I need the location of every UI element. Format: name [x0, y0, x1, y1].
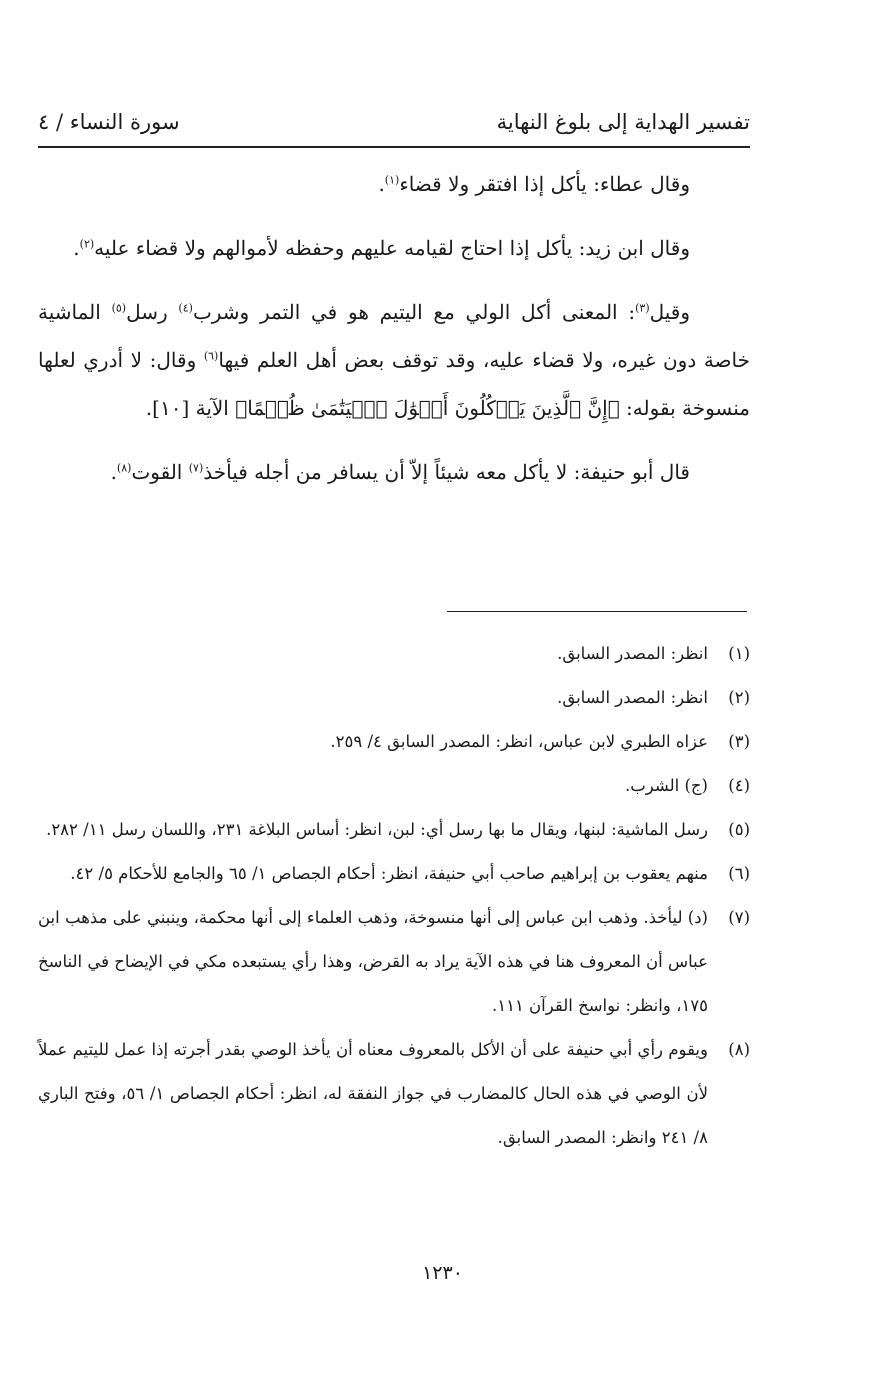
footnote-number: (٥): [728, 820, 750, 839]
footnote-2: [38, 676, 750, 720]
footnote-number: (٢): [728, 688, 750, 707]
footnote-number: (٨): [728, 1040, 750, 1059]
footnote-text: انظر: المصدر السابق.: [557, 688, 708, 707]
paragraph-1: [38, 160, 750, 208]
footnote-4: [38, 764, 750, 808]
footnote-1: [38, 632, 750, 676]
quran-verse: ﴿إِنَّ ٱلَّذِينَ يَأۡكُلُونَ أَمۡوَٰلَ ٱلۡيَتَٰمَىٰ ظُلۡمًا﴾: [235, 396, 620, 420]
paragraph-4: [38, 448, 750, 496]
footnote-number: (٤): [728, 776, 750, 795]
paragraph-end: .: [110, 460, 117, 484]
running-header: [38, 102, 750, 146]
footnote-text: عزاه الطبري لابن عباس، انظر: المصدر السابق ٤/ ٢٥٩.: [330, 732, 708, 751]
paragraph-3: [38, 288, 750, 432]
footnote-number: (٧): [728, 908, 750, 927]
header-rule: [38, 146, 750, 148]
footnote-ref[interactable]: (٧): [188, 461, 204, 475]
book-title: تفسير الهداية إلى بلوغ النهاية: [496, 110, 750, 134]
paragraph-text: وقال ابن زيد: يأكل إذا احتاج لقيامه عليهم وحفظه لأموالهم ولا قضاء عليه: [94, 236, 690, 260]
footnote-6: [38, 852, 750, 896]
footnote-number: (٦): [728, 864, 750, 883]
paragraph-text: قال أبو حنيفة: لا يأكل معه شيئاً إلاّ أن يسافر من أجله فيأخذ: [203, 460, 690, 484]
footnote-number: (١): [728, 644, 750, 663]
paragraph-text: رسل: [126, 300, 179, 324]
paragraph-text: القوت: [131, 460, 189, 484]
page-number: ١٢٣٠: [422, 1262, 463, 1284]
surah-label: سورة النساء / ٤: [38, 110, 180, 134]
main-text: [38, 160, 750, 496]
footnote-ref[interactable]: (٤): [178, 301, 193, 315]
paragraph-text: : المعنى أكل الولي مع اليتيم هو في التمر وشرب: [192, 300, 636, 324]
footnote-3: [38, 720, 750, 764]
paragraph-end: .: [378, 172, 385, 196]
footnote-number: (٣): [728, 732, 750, 751]
footnote-ref[interactable]: (٣): [635, 301, 650, 315]
paragraph-text: وقيل: [649, 300, 691, 324]
footnote-7: [38, 896, 750, 1028]
footnote-text: (ج) الشرب.: [625, 776, 708, 795]
footnote-8: [38, 1028, 750, 1160]
footnote-ref[interactable]: (١): [384, 173, 400, 187]
footnote-ref[interactable]: (٨): [116, 461, 132, 475]
paragraph-text: الماشية خاصة دون غيره، ولا قضاء عليه، وقد توقف بعض أهل العلم فيها: [38, 300, 750, 372]
footnote-ref[interactable]: (٦): [203, 349, 219, 363]
footnote-text: رسل الماشية: لبنها، ويقال ما بها رسل أي: لبن، انظر: أساس البلاغة ٢٣١، واللسان رسل ١١/ ٢٨٢.: [46, 820, 708, 839]
paragraph-2: [38, 224, 750, 272]
paragraph-text: وقال: لا أدري لعلها منسوخة بقوله:: [38, 348, 750, 420]
footnotes: [38, 632, 750, 1160]
paragraph-end: .: [73, 236, 80, 260]
footnote-ref[interactable]: (٥): [111, 301, 127, 315]
paragraph-text: الآية [١٠].: [145, 396, 236, 420]
footnote-ref[interactable]: (٢): [79, 237, 95, 251]
footnote-text: (د) ليأخذ. وذهب ابن عباس إلى أنها منسوخة، وذهب العلماء إلى أنها محكمة، وينبني على مذهب ابن عباس أن المعروف هنا في هذه الآية يراد به القرض، وهذا رأي يستبعده مكي في الإيضاح في الناسخ ١٧٥، وانظر: نواسخ القرآن ١١١.: [38, 908, 708, 1015]
footnote-text: منهم يعقوب بن إبراهيم صاحب أبي حنيفة، انظر: أحكام الجصاص ١/ ٦٥ والجامع للأحكام ٥/ ٤٢.: [70, 864, 708, 883]
footnote-separator: [447, 611, 747, 612]
footnote-text: ويقوم رأي أبي حنيفة على أن الأكل بالمعروف معناه أن يأخذ الوصي بقدر أجرته إذا عمل لليتيم عملاً لأن الوصي في هذه الحال كالمضارب في جواز النفقة له، انظر: أحكام الجصاص ١/ ٥٦، وفتح الباري ٨/ ٢٤١ وانظر: المصدر السابق.: [38, 1040, 708, 1147]
paragraph-text: وقال عطاء: يأكل إذا افتقر ولا قضاء: [399, 172, 690, 196]
footnote-5: [38, 808, 750, 852]
footnote-text: انظر: المصدر السابق.: [557, 644, 708, 663]
